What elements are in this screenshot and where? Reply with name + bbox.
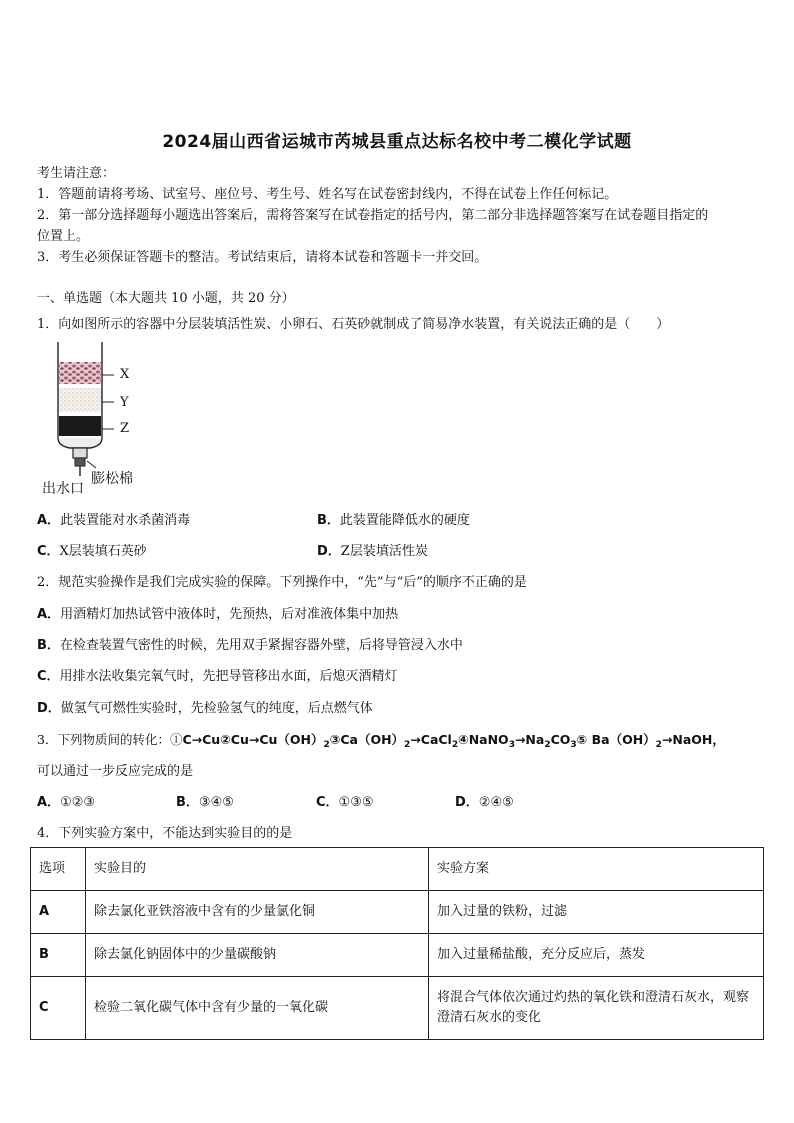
notice-item: 2．第一部分选择题每小题选出答案后，需将答案写在试卷指定的括号内，第二部分非选择题答案写在试卷题目指定的 (37, 208, 709, 223)
table-cell: B (31, 934, 86, 977)
table-header-cell: 选项 (31, 848, 86, 891)
notice-item: 3．考生必须保证答题卡的整洁。考试结束后，请将本试卷和答题卡一并交回。 (37, 250, 488, 265)
water-filter-figure (40, 340, 150, 495)
table-header-row (31, 848, 764, 891)
question-4-stem: 4．下列实验方案中，不能达到实验目的的是 (37, 826, 293, 841)
question-3-stem: 3．下列物质间的转化：$①C\to Cu②Cu\to Cu(OH)_2③Ca(OH)_2\to CaCl_2④NaNO_3\to Na_2CO_3⑤$ $Ba(OH)_2\to NaOH$， (37, 732, 725, 750)
table-cell: A (31, 891, 86, 934)
question-2-stem: 2．规范实验操作是我们完成实验的保障。下列操作中，“先”与“后”的顺序不正确的是 (37, 575, 527, 590)
q3-option-d: D．②④⑤ (455, 795, 514, 810)
notice-item: 位置上。 (37, 229, 90, 244)
layer-z-label: Z (120, 421, 130, 436)
notice-heading: 考生请注意： (37, 166, 116, 181)
table-cell: 加入过量的铁粉，过滤 (429, 891, 764, 934)
table-cell: C (31, 977, 86, 1040)
question-3-line2: 可以通过一步反应完成的是 (37, 764, 194, 779)
q1-option-b: B．此装置能降低水的硬度 (317, 513, 470, 528)
q2-option-a: A．用酒精灯加热试管中液体时，先预热，后对准液体集中加热 (37, 607, 399, 622)
table-row (31, 891, 764, 934)
table-cell: 除去氯化亚铁溶液中含有的少量氯化铜 (86, 891, 429, 934)
layer-x-label: X (120, 367, 130, 382)
q3-option-a: A．①②③ (37, 795, 96, 810)
notice-item: 1．答题前请将考场、试室号、座位号、考生号、姓名写在试卷密封线内，不得在试卷上作任何标记。 (37, 187, 618, 202)
table-row (31, 977, 764, 1040)
q3-option-c: C．①③⑤ (316, 795, 374, 810)
section-heading: 一、单选题（本大题共 10 小题，共 20 分） (37, 291, 295, 306)
table-header-cell: 实验目的 (86, 848, 429, 891)
page-title: 2024届山西省运城市芮城县重点达标名校中考二模化学试题 (162, 132, 632, 152)
table-cell: 加入过量稀盐酸，充分反应后，蒸发 (429, 934, 764, 977)
q1-option-a: A．此装置能对水杀菌消毒 (37, 513, 191, 528)
experiment-table (30, 847, 764, 1040)
table-cell: 除去氯化钠固体中的少量碳酸钠 (86, 934, 429, 977)
table-cell: 将混合气体依次通过灼热的氧化铁和澄清石灰水，观察澄清石灰水的变化 (429, 977, 764, 1040)
q1-option-d: D．Z层装填活性炭 (317, 544, 428, 559)
q2-option-d: D．做氢气可燃性实验时，先检验氢气的纯度，后点燃气体 (37, 701, 373, 716)
cotton-label: 膨松棉 (91, 471, 133, 487)
table-header-cell: 实验方案 (429, 848, 764, 891)
q1-option-c: C．X层装填石英砂 (37, 544, 147, 559)
q2-option-c: C．用排水法收集完氧气时，先把导管移出水面，后熄灭酒精灯 (37, 669, 398, 684)
q3-option-b: B．③④⑤ (176, 795, 234, 810)
q2-option-b: B．在检查装置气密性的时候，先用双手紧握容器外壁，后将导管浸入水中 (37, 638, 463, 653)
outlet-label: 出水口 (42, 481, 84, 497)
table-cell: 检验二氧化碳气体中含有少量的一氧化碳 (86, 977, 429, 1040)
table-row (31, 934, 764, 977)
layer-y-label: Y (120, 395, 129, 410)
question-1-stem: 1．向如图所示的容器中分层装填活性炭、小卵石、石英砂就制成了简易净水装置，有关说法正确的是（ ） (37, 317, 670, 332)
